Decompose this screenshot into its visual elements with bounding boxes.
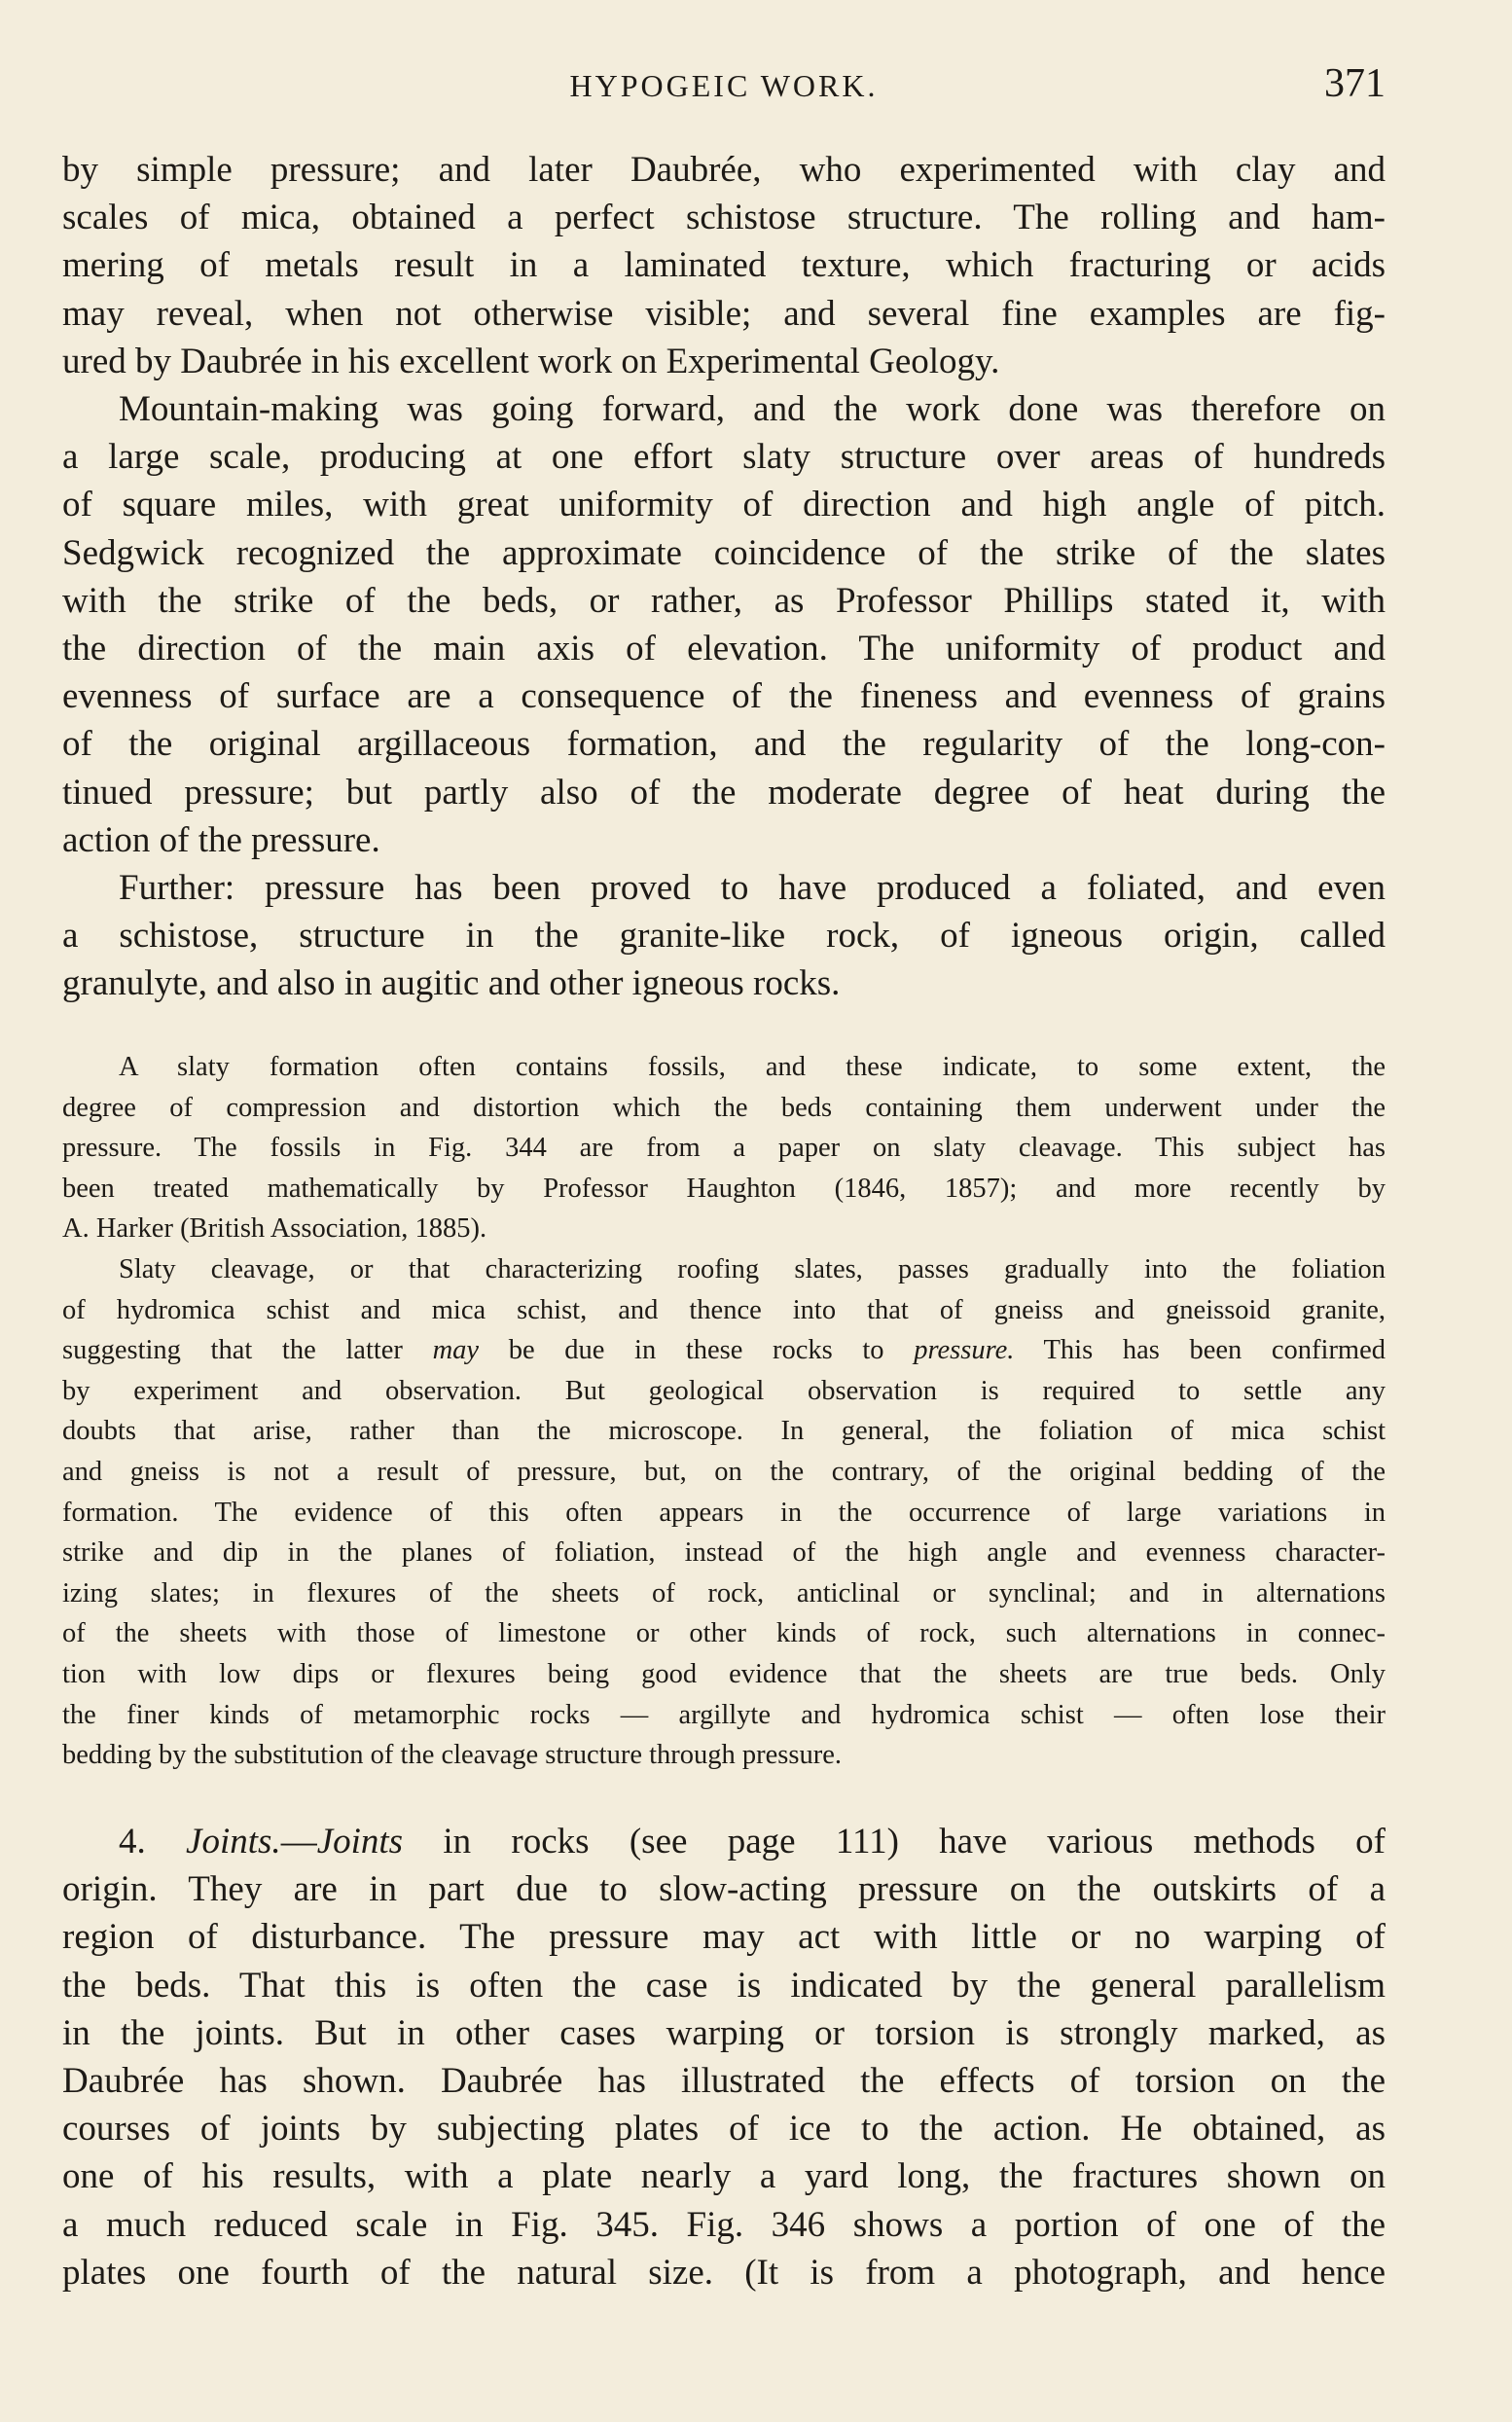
paragraph-2 [62,385,1386,864]
text-line: degree of compression and distortion which the beds containing them underwent under the [62,1092,1386,1123]
text-line: ured by Daubrée in his excellent work on Experimental Geology. [62,341,1000,381]
text-line: mering of metals result in a laminated texture, which fracturing or acids [62,245,1386,286]
text-line: Mountain-making was going forward, and the work done was therefore on [119,389,1386,429]
text-line: with the strike of the beds, or rather, as Professor Phillips stated it, with [62,580,1386,621]
text-line: courses of joints by subjecting plates of ice to the action. He obtained, as [62,2109,1386,2150]
page-number: 371 [1324,61,1386,106]
text-line: action of the pressure. [62,819,380,860]
text-line: may reveal, when not otherwise visible; and several fine examples are fig- [62,293,1386,334]
italic-text: Joints [316,1822,404,1862]
text-line: and gneiss is not a result of pressure, but, on the contrary, of the original bedding of the [62,1456,1386,1487]
text-line: a large scale, producing at one effort slaty structure over areas of hundreds [62,437,1386,478]
text-line: evenness of surface are a consequence of the fineness and evenness of grains [62,676,1386,717]
text-line: of square miles, with great uniformity of direction and high angle of pitch. [62,485,1386,525]
text-line: plates one fourth of the natural size. (It is from a photograph, and hence [62,2252,1386,2293]
text-line: origin. They are in part due to slow-acting pressure on the outskirts of a [62,1869,1386,1910]
italic-text: may [432,1335,480,1366]
text-line: strike and dip in the planes of foliation, instead of the high angle and evenness character- [62,1537,1386,1569]
text-line: Sedgwick recognized the approximate coincidence of the strike of the slates [62,532,1386,573]
text-line: Further: pressure has been proved to have produced a foliated, and even [119,868,1386,908]
text-line: region of disturbance. The pressure may act with little or no warping of [62,1917,1386,1958]
text-line [62,1330,1386,1371]
text-line: tinued pressure; but partly also of the moderate degree of heat during the [62,772,1386,813]
text-span: be due in these rocks to [479,1335,915,1366]
text-line: by experiment and observation. But geological observation is required to settle any [62,1375,1386,1406]
text-line: tion with low dips or flexures being good evidence that the sheets are true beds. Only [62,1658,1386,1689]
text-line [62,1818,1386,1865]
text-line: of the sheets with those of limestone or other kinds of rock, such alternations in connec- [62,1618,1386,1649]
text-line: doubts that arise, rather than the microscope. In general, the foliation of mica schist [62,1416,1386,1447]
text-line: in the joints. But in other cases warping or torsion is strongly marked, as [62,2012,1386,2053]
text-line: of hydromica schist and mica schist, and thence into that of gneiss and gneissoid granite, [62,1294,1386,1325]
text-line: scales of mica, obtained a perfect schistose structure. The rolling and ham- [62,198,1386,238]
text-line: formation. The evidence of this often appears in the occurrence of large variations in [62,1497,1386,1528]
text-line: the finer kinds of metamorphic rocks — argillyte and hydromica schist — often lose their [62,1699,1386,1730]
text-line: granulyte, and also in augitic and other igneous rocks. [62,963,841,1004]
text-line: Slaty cleavage, or that characterizing roofing slates, passes gradually into the foliation [119,1254,1386,1284]
small-print-2 [62,1249,1386,1776]
em-dash: — [280,1822,317,1862]
text-line: izing slates; in flexures of the sheets of rock, anticlinal or synclinal; and in alternations [62,1577,1386,1609]
text-line: Daubrée has shown. Daubrée has illustrated the effects of torsion on the [62,2061,1386,2102]
text-line: the direction of the main axis of elevation. The uniformity of product and [62,629,1386,669]
text-line: A slaty formation often contains fossils, and these indicate, to some extent, the [119,1052,1386,1082]
small-print-1 [62,1047,1386,1249]
paragraph-3 [62,864,1386,1008]
text-line: a much reduced scale in Fig. 345. Fig. 346 shows a portion of one of the [62,2204,1386,2245]
text-line: the beds. That this is often the case is indicated by the general parallelism [62,1965,1386,2006]
text-span: in rocks (see page 111) have various methods of [403,1822,1386,1862]
text-line: a schistose, structure in the granite-like rock, of igneous origin, called [62,916,1386,957]
text-line: pressure. The fossils in Fig. 344 are from a paper on slaty cleavage. This subject has [62,1133,1386,1164]
text-line: one of his results, with a plate nearly a yard long, the fractures shown on [62,2156,1386,2197]
text-line: bedding by the substitution of the cleavage structure through pressure. [62,1740,842,1771]
text-line: by simple pressure; and later Daubrée, who experimented with clay and [62,150,1386,190]
section-number: 4. [119,1822,187,1862]
paragraph-1 [62,146,1386,385]
italic-text: pressure. [914,1335,1015,1366]
running-title: HYPOGEIC WORK. [569,68,879,103]
running-head [62,58,1386,117]
section-title: Joints. [186,1822,281,1862]
text-line: A. Harker (British Association, 1885). [62,1213,487,1245]
paragraph-4 [62,1818,1386,2296]
text-span: This has been confirmed [1014,1335,1386,1366]
text-line: been treated mathematically by Professor Haughton (1846, 1857); and more recently by [62,1173,1386,1204]
text-span: suggesting that the latter [62,1335,433,1366]
text-line: of the original argillaceous formation, and the regularity of the long-con- [62,724,1386,765]
